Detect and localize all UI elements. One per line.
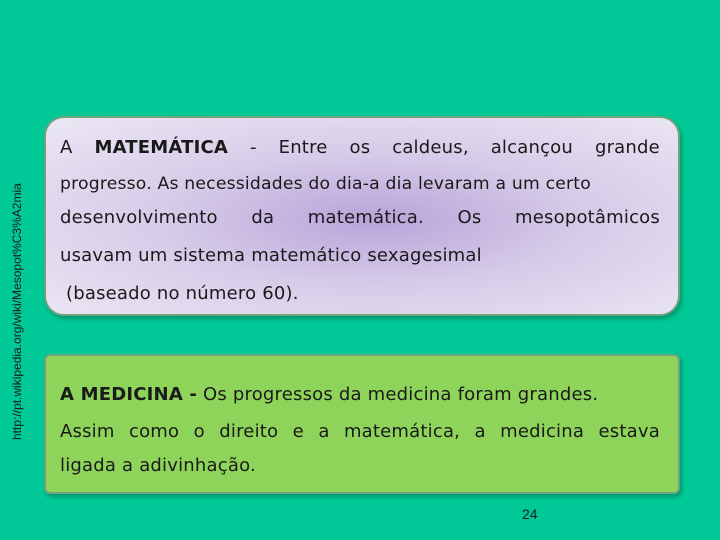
math-line-1-word: alcançou: [490, 137, 573, 158]
medicine-line-2-word: Assim: [60, 421, 115, 442]
medicine-title: A MEDICINA -: [60, 384, 198, 405]
medicine-line-2-word: e: [292, 421, 304, 442]
medicine-line-2-word: a: [318, 421, 330, 442]
math-line-1-word: os: [349, 137, 371, 158]
math-line-1-word: grande: [594, 137, 660, 158]
math-line-3-word: da: [251, 207, 275, 228]
medicine-line-2-word: a: [474, 421, 486, 442]
medicine-line-2-word: o: [193, 421, 205, 442]
medicine-line-2-word: medicina: [500, 421, 585, 442]
source-url-text: http://pt.wikipedia.org/wiki/Mesopot%C3%A2mia: [10, 183, 24, 440]
medicine-line-2-word: estava: [598, 421, 660, 442]
medicine-line-2-word: direito: [219, 421, 279, 442]
math-line-2: progresso. As necessidades do dia-a dia levaram a um certo: [60, 174, 591, 194]
math-line-1-prefix: A: [60, 137, 73, 158]
math-line-3-word: Os: [457, 207, 482, 228]
medicine-line-1-text: Os progressos da medicina foram grandes.: [203, 384, 599, 405]
medicine-line-3: ligada a adivinhação.: [60, 455, 256, 476]
math-line-3-word: matemática.: [307, 207, 424, 228]
math-line-1-word: -: [249, 137, 257, 158]
math-line-1-word: Entre: [278, 137, 328, 158]
page-number: 24: [522, 506, 538, 522]
math-line-5: (baseado no número 60).: [66, 283, 299, 304]
medicine-line-2-word: como: [129, 421, 180, 442]
math-line-3-word: mesopotâmicos: [515, 207, 660, 228]
medicine-line-2-word: matemática,: [343, 421, 461, 442]
medicine-line-2: [60, 421, 660, 442]
math-line-3-word: desenvolvimento: [60, 207, 218, 228]
math-line-3: [60, 207, 660, 228]
medicine-line-1: [60, 384, 598, 405]
math-line-1: [60, 137, 660, 158]
math-line-1-word: caldeus,: [392, 137, 469, 158]
source-url-sidebar: [0, 0, 24, 450]
math-title: MATEMÁTICA: [94, 137, 229, 158]
math-line-4: usavam um sistema matemático sexagesimal: [60, 245, 482, 266]
